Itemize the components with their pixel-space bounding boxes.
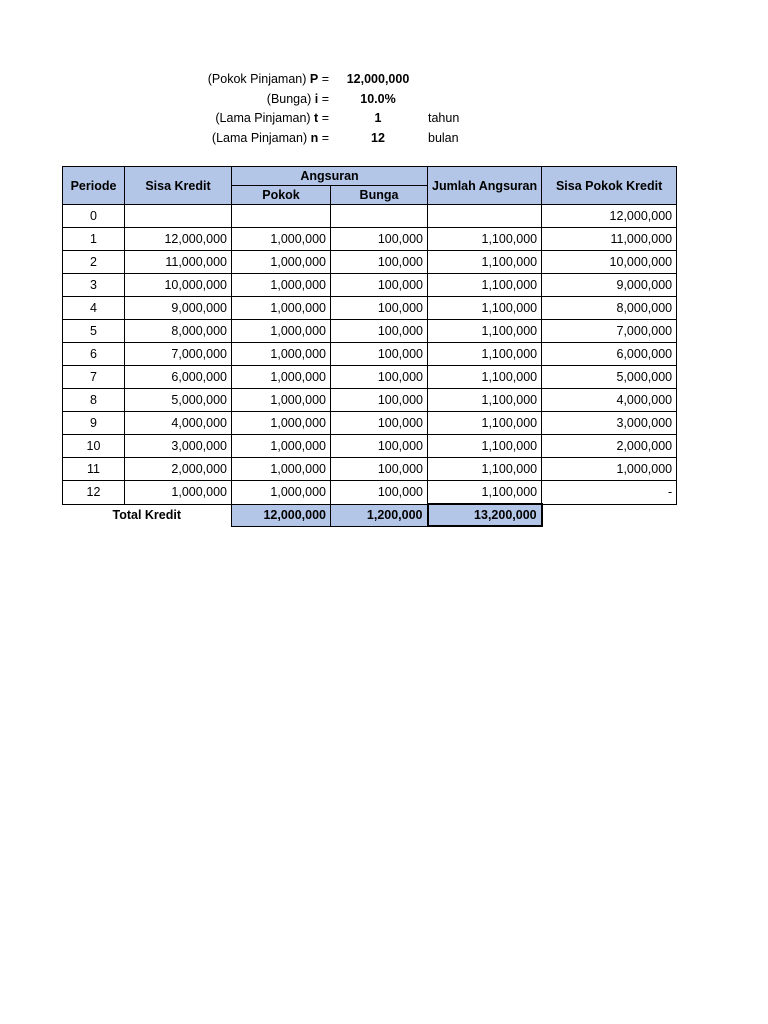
param-label-principal xyxy=(208,70,329,90)
cell-sisa-kredit: 8,000,000 xyxy=(125,320,232,343)
cell-pokok: 1,000,000 xyxy=(232,343,331,366)
table-footer xyxy=(63,504,677,526)
table-row xyxy=(63,251,677,274)
cell-jumlah-angsuran: 1,100,000 xyxy=(428,435,542,458)
cell-sisa-kredit xyxy=(125,205,232,228)
cell-sisa-pokok-kredit: - xyxy=(542,481,677,505)
param-symbol: P xyxy=(309,72,319,86)
cell-jumlah-angsuran: 1,100,000 xyxy=(428,343,542,366)
table-row xyxy=(63,205,677,228)
cell-sisa-pokok-kredit: 2,000,000 xyxy=(542,435,677,458)
cell-sisa-kredit: 6,000,000 xyxy=(125,366,232,389)
cell-bunga: 100,000 xyxy=(331,481,428,505)
cell-bunga: 100,000 xyxy=(331,366,428,389)
header-jumlah-angsuran: Jumlah Angsuran xyxy=(428,167,542,205)
cell-periode: 9 xyxy=(63,412,125,435)
total-jumlah-angsuran: 13,200,000 xyxy=(428,504,542,526)
table-row xyxy=(63,458,677,481)
cell-sisa-kredit: 5,000,000 xyxy=(125,389,232,412)
table-row xyxy=(63,343,677,366)
cell-jumlah-angsuran: 1,100,000 xyxy=(428,297,542,320)
cell-pokok: 1,000,000 xyxy=(232,297,331,320)
table-row xyxy=(63,228,677,251)
cell-periode: 6 xyxy=(63,343,125,366)
param-symbol: i xyxy=(314,91,319,106)
table-row xyxy=(63,297,677,320)
total-pokok: 12,000,000 xyxy=(232,504,331,526)
cell-sisa-pokok-kredit: 11,000,000 xyxy=(542,228,677,251)
cell-periode: 7 xyxy=(63,366,125,389)
cell-sisa-pokok-kredit: 3,000,000 xyxy=(542,412,677,435)
cell-periode: 0 xyxy=(63,205,125,228)
cell-jumlah-angsuran: 1,100,000 xyxy=(428,389,542,412)
cell-bunga: 100,000 xyxy=(331,274,428,297)
cell-jumlah-angsuran xyxy=(428,205,542,228)
cell-periode: 11 xyxy=(63,458,125,481)
param-equals: = xyxy=(318,111,329,125)
total-bunga: 1,200,000 xyxy=(331,504,428,526)
cell-sisa-pokok-kredit: 8,000,000 xyxy=(542,297,677,320)
cell-pokok: 1,000,000 xyxy=(232,458,331,481)
table-row xyxy=(63,366,677,389)
cell-bunga: 100,000 xyxy=(331,458,428,481)
param-equals: = xyxy=(318,130,329,145)
cell-periode: 12 xyxy=(63,481,125,505)
param-row-term-years xyxy=(0,109,768,129)
cell-pokok xyxy=(232,205,331,228)
cell-jumlah-angsuran: 1,100,000 xyxy=(428,366,542,389)
header-pokok: Pokok xyxy=(232,186,331,205)
header-bunga: Bunga xyxy=(331,186,428,205)
cell-sisa-kredit: 4,000,000 xyxy=(125,412,232,435)
cell-sisa-pokok-kredit: 7,000,000 xyxy=(542,320,677,343)
param-symbol: t xyxy=(314,111,319,125)
cell-periode: 3 xyxy=(63,274,125,297)
cell-sisa-kredit: 1,000,000 xyxy=(125,481,232,505)
cell-sisa-kredit: 9,000,000 xyxy=(125,297,232,320)
cell-jumlah-angsuran: 1,100,000 xyxy=(428,412,542,435)
table-row xyxy=(63,274,677,297)
param-symbol: n xyxy=(310,130,319,145)
cell-jumlah-angsuran: 1,100,000 xyxy=(428,481,542,505)
param-row-term-months xyxy=(0,129,768,149)
cell-bunga: 100,000 xyxy=(331,412,428,435)
cell-pokok: 1,000,000 xyxy=(232,366,331,389)
param-unit-years: tahun xyxy=(428,111,460,125)
cell-jumlah-angsuran: 1,100,000 xyxy=(428,274,542,297)
param-label-text: (Lama Pinjaman) xyxy=(211,130,311,145)
table-row xyxy=(63,481,677,505)
table-row xyxy=(63,435,677,458)
total-kredit-label: Total Kredit xyxy=(112,508,182,523)
cell-sisa-kredit: 3,000,000 xyxy=(125,435,232,458)
param-label-interest xyxy=(267,90,329,110)
cell-sisa-pokok-kredit: 6,000,000 xyxy=(542,343,677,366)
cell-periode: 4 xyxy=(63,297,125,320)
param-label-term-years xyxy=(215,109,329,129)
cell-bunga: 100,000 xyxy=(331,343,428,366)
cell-sisa-kredit: 2,000,000 xyxy=(125,458,232,481)
total-row xyxy=(63,504,677,526)
cell-sisa-pokok-kredit: 10,000,000 xyxy=(542,251,677,274)
cell-bunga: 100,000 xyxy=(331,320,428,343)
header-periode: Periode xyxy=(63,167,125,205)
param-row-interest xyxy=(0,90,768,110)
header-angsuran: Angsuran xyxy=(232,167,428,186)
cell-bunga: 100,000 xyxy=(331,228,428,251)
param-row-principal xyxy=(0,70,768,90)
cell-pokok: 1,000,000 xyxy=(232,389,331,412)
cell-sisa-kredit: 12,000,000 xyxy=(125,228,232,251)
cell-pokok: 1,000,000 xyxy=(232,274,331,297)
cell-sisa-pokok-kredit: 1,000,000 xyxy=(542,458,677,481)
cell-jumlah-angsuran: 1,100,000 xyxy=(428,228,542,251)
cell-bunga xyxy=(331,205,428,228)
cell-periode: 2 xyxy=(63,251,125,274)
cell-jumlah-angsuran: 1,100,000 xyxy=(428,251,542,274)
cell-sisa-pokok-kredit: 4,000,000 xyxy=(542,389,677,412)
cell-sisa-kredit: 7,000,000 xyxy=(125,343,232,366)
param-label-term-months xyxy=(212,129,329,149)
cell-sisa-pokok-kredit: 12,000,000 xyxy=(542,205,677,228)
param-label-text: (Lama Pinjaman) xyxy=(215,111,315,125)
cell-periode: 10 xyxy=(63,435,125,458)
total-empty-cell xyxy=(542,504,677,526)
cell-bunga: 100,000 xyxy=(331,251,428,274)
table-header xyxy=(63,167,677,205)
cell-bunga: 100,000 xyxy=(331,297,428,320)
cell-pokok: 1,000,000 xyxy=(232,320,331,343)
cell-jumlah-angsuran: 1,100,000 xyxy=(428,320,542,343)
cell-jumlah-angsuran: 1,100,000 xyxy=(428,458,542,481)
param-unit-months: bulan xyxy=(428,130,459,145)
header-sisa-pokok-kredit: Sisa Pokok Kredit xyxy=(542,167,677,205)
cell-bunga: 100,000 xyxy=(331,435,428,458)
param-value-term-years: 1 xyxy=(374,111,382,125)
table-row xyxy=(63,389,677,412)
cell-sisa-kredit: 10,000,000 xyxy=(125,274,232,297)
header-sisa-kredit: Sisa Kredit xyxy=(125,167,232,205)
loan-amortization-table xyxy=(62,166,677,527)
table-row xyxy=(63,320,677,343)
cell-sisa-pokok-kredit: 5,000,000 xyxy=(542,366,677,389)
cell-pokok: 1,000,000 xyxy=(232,435,331,458)
param-value-principal: 12,000,000 xyxy=(346,72,410,86)
cell-pokok: 1,000,000 xyxy=(232,228,331,251)
cell-pokok: 1,000,000 xyxy=(232,481,331,505)
param-value-term-months: 12 xyxy=(371,130,385,145)
cell-bunga: 100,000 xyxy=(331,389,428,412)
cell-sisa-pokok-kredit: 9,000,000 xyxy=(542,274,677,297)
param-equals: = xyxy=(318,91,329,106)
param-equals: = xyxy=(318,72,329,86)
cell-pokok: 1,000,000 xyxy=(232,412,331,435)
param-label-text: (Bunga) xyxy=(266,91,315,106)
param-value-interest: 10.0% xyxy=(360,91,396,106)
param-label-text: (Pokok Pinjaman) xyxy=(207,72,310,86)
table-body xyxy=(63,205,677,505)
cell-pokok: 1,000,000 xyxy=(232,251,331,274)
cell-periode: 5 xyxy=(63,320,125,343)
table-row xyxy=(63,412,677,435)
cell-periode: 1 xyxy=(63,228,125,251)
cell-sisa-kredit: 11,000,000 xyxy=(125,251,232,274)
cell-periode: 8 xyxy=(63,389,125,412)
loan-parameters xyxy=(0,70,768,148)
